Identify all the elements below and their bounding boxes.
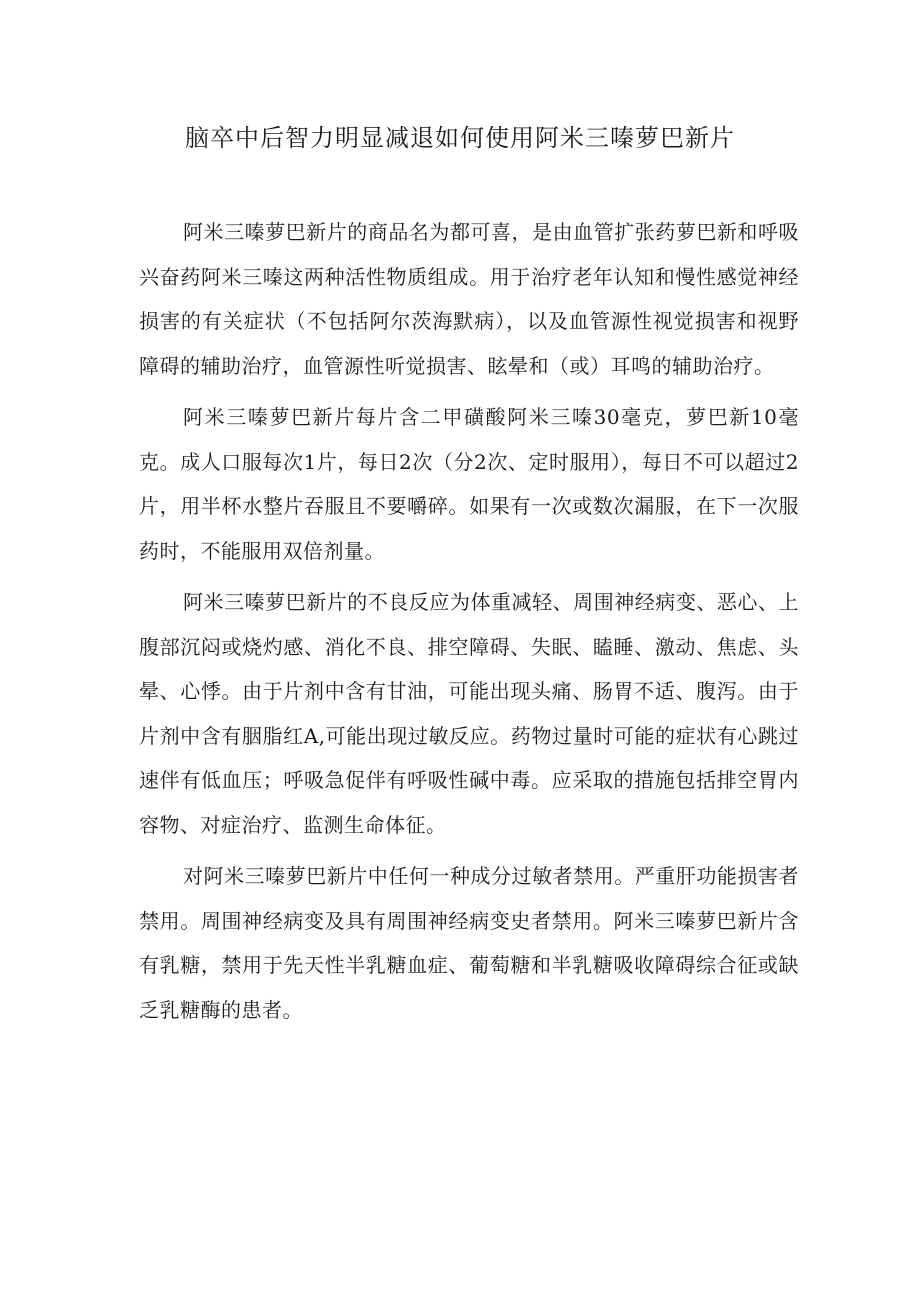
paragraph-product-intro: 阿米三嗪萝巴新片的商品名为都可喜，是由血管扩张药萝巴新和呼吸兴奋药阿米三嗪这两种活性物质组成。用于治疗老年认知和慢性感觉神经损害的有关症状（不包括阿尔茨海默病），以及血管源性视觉损害和视野障碍的辅助治疗，血管源性听觉损害、眩晕和（或）耳鸣的辅助治疗。 [139,220,799,378]
paragraph-adverse-reactions: 阿米三嗪萝巴新片的不良反应为体重减轻、周围神经病变、恶心、上腹部沉闷或烧灼感、消化不良、排空障碍、失眠、瞌睡、激动、焦虑、头晕、心悸。由于片剂中含有甘油，可能出现头痛、肠胃不适、腹泻。由于片剂中含有胭脂红A,可能出现过敏反应。药物过量时可能的症状有心跳过速伴有低血压；呼吸急促伴有呼吸性碱中毒。应采取的措施包括排空胃内容物、对症治疗、监测生命体征。 [139,590,799,837]
paragraph-dosage: 阿米三嗪萝巴新片每片含二甲磺酸阿米三嗪30毫克，萝巴新10毫克。成人口服每次1片，每日2次（分2次、定时服用），每日不可以超过2片，用半杯水整片吞服且不要嚼碎。如果有一次或数次漏服，在下一次服药时，不能服用双倍剂量。 [139,405,799,563]
document-title: 脑卒中后智力明显减退如何使用阿米三嗪萝巴新片 [185,124,735,152]
paragraph-contraindications: 对阿米三嗪萝巴新片中任何一种成分过敏者禁用。严重肝功能损害者禁用。周围神经病变及具有周围神经病变史者禁用。阿米三嗪萝巴新片含有乳糖，禁用于先天性半乳糖血症、葡萄糖和半乳糖吸收障碍综合征或缺乏乳糖酶的患者。 [139,864,799,1022]
document-body [139,210,799,1039]
